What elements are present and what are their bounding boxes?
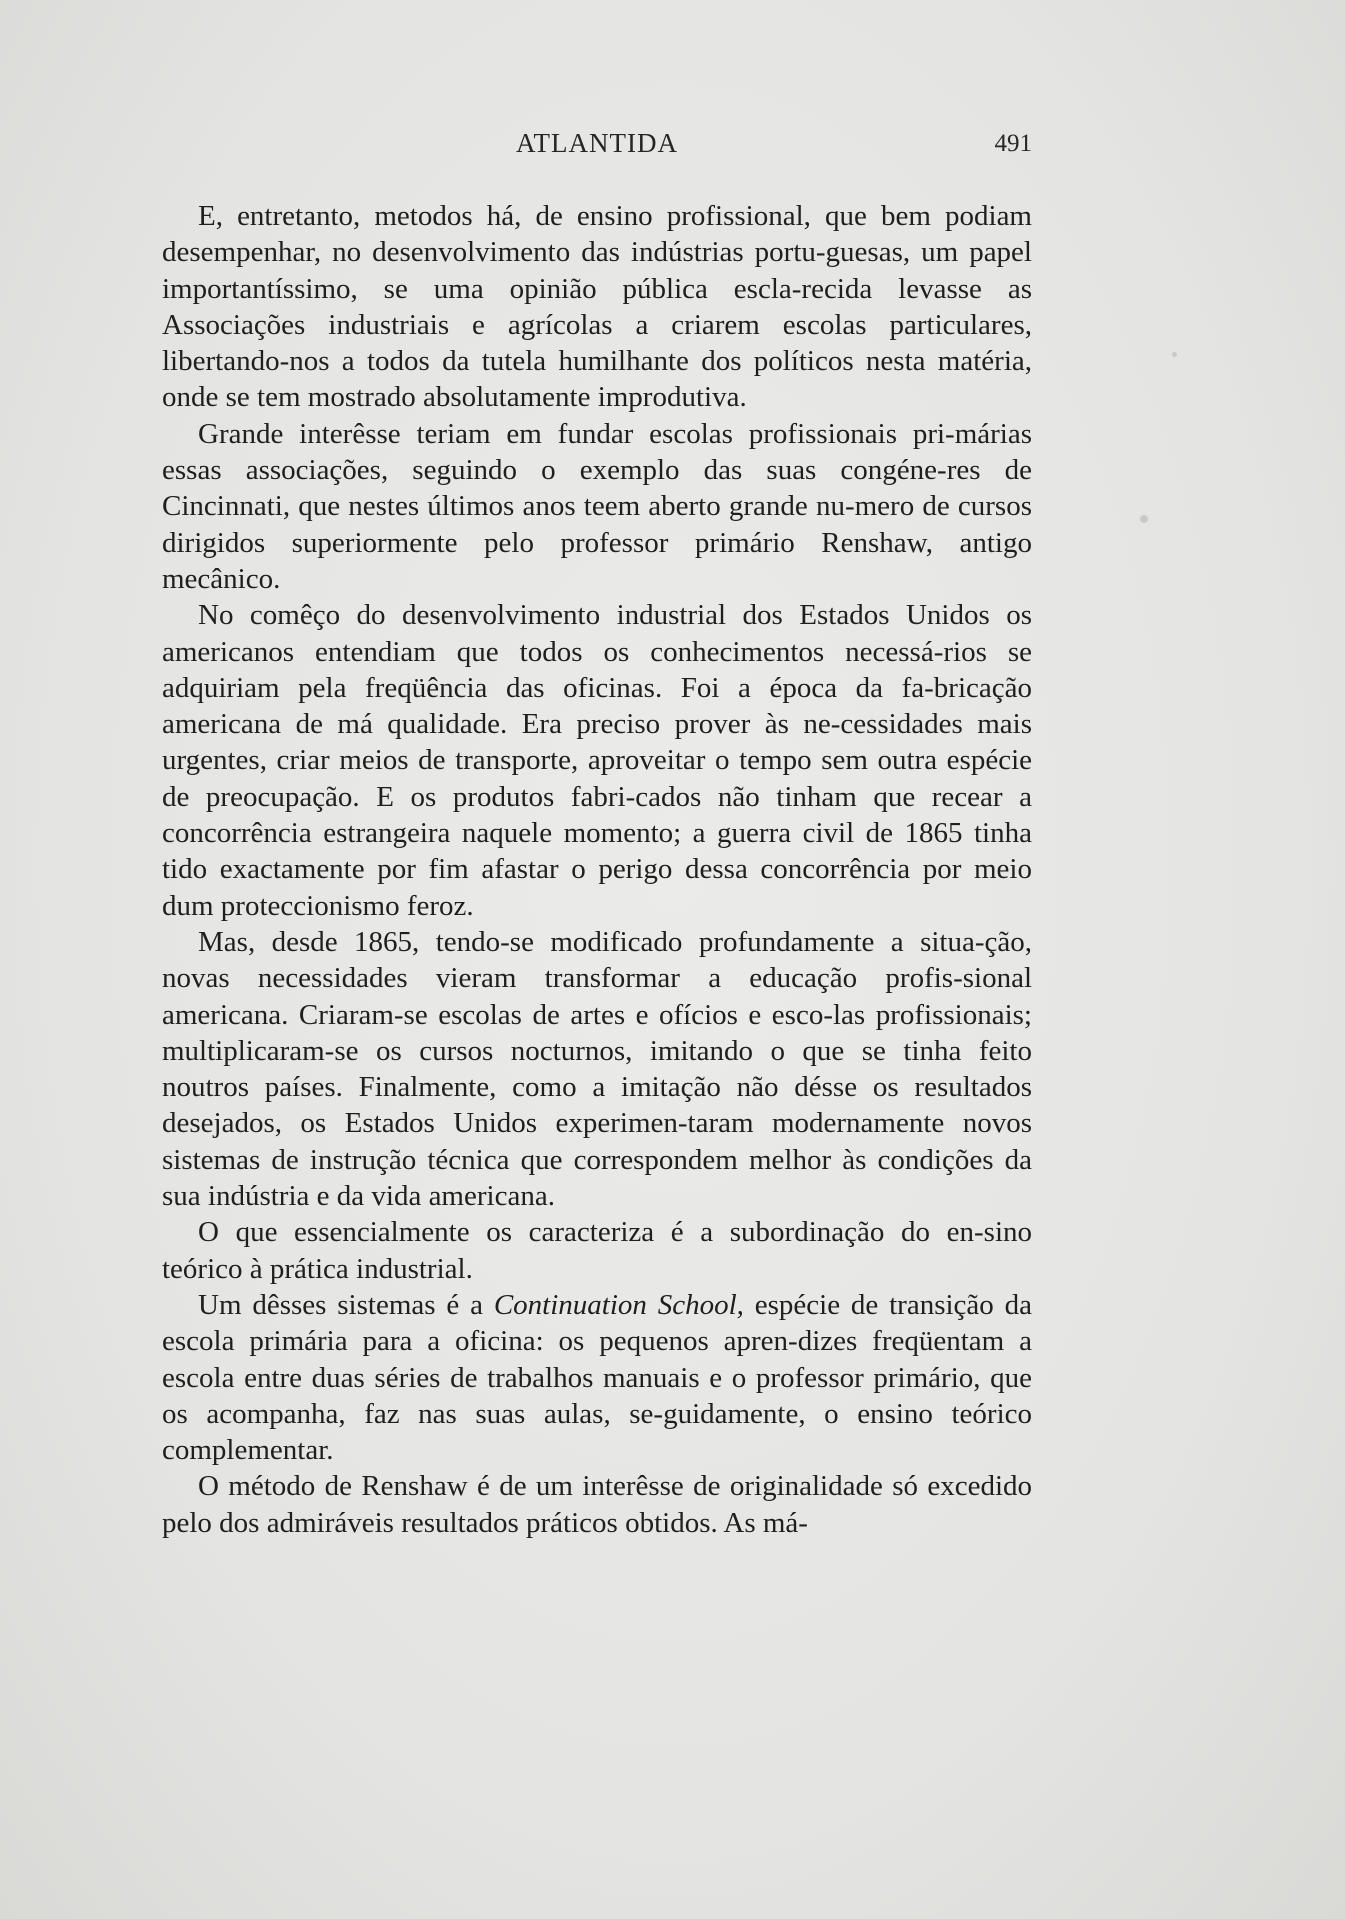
running-title: ATLANTIDA [516,128,678,158]
continuation-school-italic: Continuation School, [493,1288,744,1321]
paragraph-3: No comêço do desenvolvimento industrial dos Estados Unidos os americanos entendiam que todos os conhecimentos necessá-rios se adquiriam pela freqüência das oficinas. Foi a época da fa-bricação americana de má qualidade. Era preciso prover às ne-cessidades mais urgentes, criar meios de transporte, aproveitar o tempo sem outra espécie de preocupação. E os produtos fabri-cados não tinham que recear a concorrência estrangeira naquele momento; a guerra civil de 1865 tinha tido exactamente por fim afastar o perigo dessa concorrência por meio dum proteccionismo feroz. [162,599,1032,922]
paragraph-7: O método de Renshaw é de um interêsse de originalidade só excedido pelo dos admiráveis resultados práticos obtidos. As má- [162,1470,1032,1539]
page-header [162,128,1032,168]
paper-speck-mark [1140,515,1148,523]
paragraph-6-text-after: espécie de transição da escola primária para a oficina: os pequenos apren-dizes freqüentam a escola entre duas séries de trabalhos manuais e o professor primário, que os acompanha, faz nas suas aulas, se-guidamente, o ensino teórico complementar. [162,1288,1033,1467]
paragraph-5: O que essencialmente os caracteriza é a subordinação do en-sino teórico à prática industrial. [162,1216,1032,1285]
paragraph-1: E, entretanto, metodos há, de ensino profissional, que bem podiam desempenhar, no desenvolvimento das indústrias portu-guesas, um papel importantíssimo, se uma opinião pública escla-recida levasse as Associações industriais e agrícolas a criarem escolas particulares, libertando-nos a todos da tutela humilhante dos políticos nesta matéria, onde se tem mostrado absolutamente improdutiva. [162,200,1032,414]
paragraph-6-text-before: Um dêsses sistemas é a [198,1288,494,1321]
paper-speck-mark [1172,352,1177,357]
paragraph-6 [162,1287,1032,1468]
page-number: 491 [994,130,1032,157]
paragraph-4: Mas, desde 1865, tendo-se modificado profundamente a situa-ção, novas necessidades vieram transformar a educação profis-sional americana. Criaram-se escolas de artes e ofícios e esco-las profissionais; multiplicaram-se os cursos nocturnos, imitando o que se tinha feito noutros países. Finalmente, como a imitação não désse os resultados desejados, os Estados Unidos experimen-taram modernamente novos sistemas de instrução técnica que correspondem melhor às condições da sua indústria e da vida americana. [162,925,1032,1213]
paragraph-2: Grande interêsse teriam em fundar escolas profissionais pri-márias essas associações, seguindo o exemplo das suas congéne-res de Cincinnati, que nestes últimos anos teem aberto grande nu-mero de cursos dirigidos superiormente pelo professor primário Renshaw, antigo mecânico. [162,417,1032,595]
body-text [162,198,1032,1541]
